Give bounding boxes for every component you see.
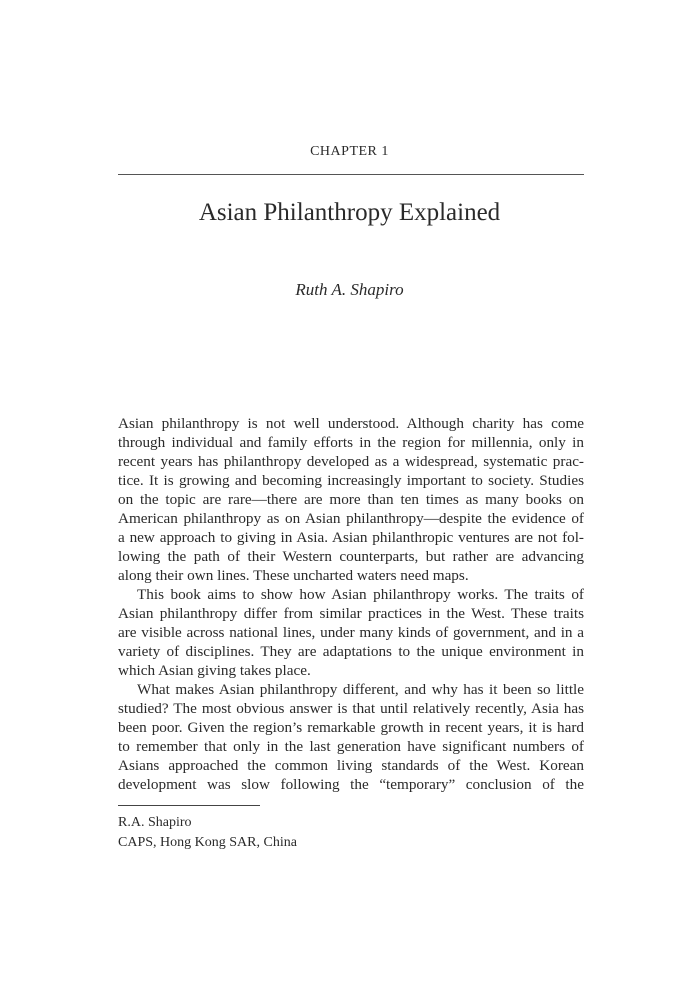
body-line: along their own lines. These uncharted waters need maps. [118, 567, 469, 584]
body-line: through individual and family efforts in the region for millennia, only in [118, 434, 584, 451]
body-line: are visible across national lines, under many kinds of government, and in a [118, 624, 584, 641]
body-text [118, 414, 584, 794]
footnote-author: R.A. Shapiro [118, 815, 192, 830]
header-rule [118, 174, 584, 175]
footnote-affiliation: CAPS, Hong Kong SAR, China [118, 835, 297, 850]
body-line: tice. It is growing and becoming increasingly important to society. Studies [118, 472, 584, 489]
footnote [118, 813, 297, 853]
body-line: studied? The most obvious answer is that until relatively recently, Asia has [118, 700, 584, 717]
chapter-label: CHAPTER 1 [310, 144, 389, 159]
body-line: American philanthropy as on Asian philanthropy—despite the evidence of [118, 510, 584, 527]
body-line: to remember that only in the last generation have significant numbers of [118, 738, 584, 755]
footnote-rule [118, 805, 260, 806]
body-line: recent years has philanthropy developed as a widespread, systematic prac- [118, 453, 584, 470]
body-line: been poor. Given the region’s remarkable growth in recent years, it is hard [118, 719, 584, 736]
body-line: Asian philanthropy differ from similar practices in the West. These traits [118, 605, 584, 622]
body-line: lowing the path of their Western counterparts, but rather are advancing [118, 548, 584, 565]
body-line: This book aims to show how Asian philanthropy works. The traits of [137, 586, 584, 603]
body-line: Asians approached the common living standards of the West. Korean [118, 757, 584, 774]
body-line: What makes Asian philanthropy different, and why has it been so little [137, 681, 584, 698]
body-line: a new approach to giving in Asia. Asian philanthropic ventures are not fol- [118, 529, 584, 546]
body-line: which Asian giving takes place. [118, 662, 311, 679]
body-line: development was slow following the “temporary” conclusion of the [118, 776, 584, 793]
body-line: variety of disciplines. They are adaptations to the unique environment in [118, 643, 584, 660]
chapter-title: Asian Philanthropy Explained [198, 199, 501, 226]
body-line: Asian philanthropy is not well understood. Although charity has come [118, 415, 584, 432]
author-name: Ruth A. Shapiro [295, 280, 404, 299]
body-line: on the topic are rare—there are more than ten times as many books on [118, 491, 584, 508]
